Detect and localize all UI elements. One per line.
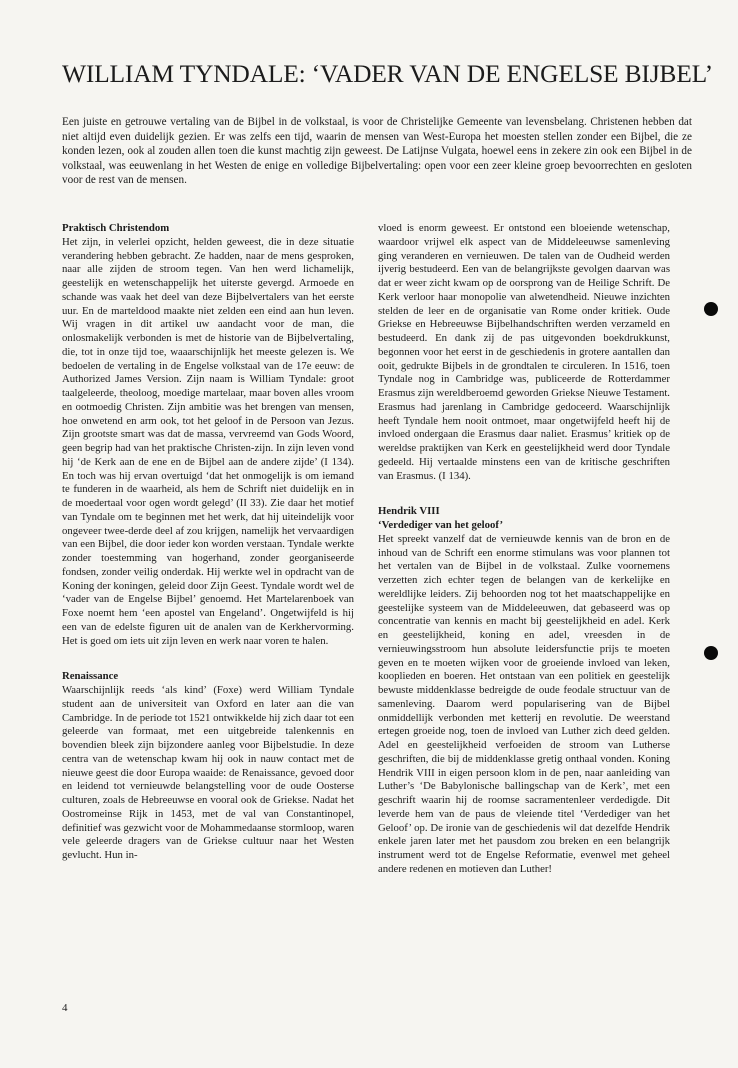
right-column bbox=[378, 222, 670, 877]
section-subheading-hendrik: ‘Verdediger van het geloof’ bbox=[378, 519, 504, 531]
section-heading-hendrik: Hendrik VIII bbox=[378, 505, 440, 518]
punch-hole-icon bbox=[704, 302, 718, 316]
section-spacer bbox=[378, 483, 670, 505]
section-heading-praktisch: Praktisch Christendom bbox=[62, 222, 170, 234]
section-body-renaissance: Waarschijnlijk reeds ‘als kind’ (Foxe) werd William Tyndale student aan de universiteit van Oxford en later aan die van Cambridge. In de periode tot 1521 ontwikkelde hij zich daar tot een geleerde van formaat, met een uitgebreide talenkennis en bovendien bleek zijn bijzondere aanleg voor Bijbelstudie. In deze centra van de wetenschap kwam hij ook in nauw contact met de nieuwe geest die door Europa waaide: de Renaissance, gevoed door en leidend tot vernieuwde belangstelling voor de oude Oosterse culturen, zoals de Hebreeuwse en vooral ook de Griekse. Nadat het Oostromeinse Rijk in 1453, met de val van Constantinopel, definitief was gezwicht voor de Mohammedaanse stormloop, waren vele geleerde dragers van de Griekse cultuur naar het Westen gevlucht. Hun in- bbox=[62, 684, 354, 861]
article-intro: Een juiste en getrouwe vertaling van de Bijbel in de volkstaal, is voor de Christelijke Gemeente van levensbelang. Christenen hebben dat niet altijd even duidelijk gezien. Er was zelfs een tijd, waarin de mensen van West-Europa het moesten stellen zonder een Bijbel, die ze konden lezen, ook al zouden allen toen die kunst machtig zijn geweest. De Latijnse Vulgata, hoewel eens in zekere zin ook een Bijbel in de volkstaal, was eeuwenlang in het Westen de enige en volledige Bijbelvertaling: open voor een zeer kleine groep bevoorrechten en gesloten voor de rest van de mensen. bbox=[62, 116, 692, 187]
left-column bbox=[62, 222, 354, 863]
section-heading-renaissance: Renaissance bbox=[62, 670, 119, 683]
section-body-hendrik: Het spreekt vanzelf dat de vernieuwde kennis van de bron en de inhoud van de Schrift een enorme stimulans was voor plannen tot het vertalen van de Bijbel in de volkstaal. Zulke voornemens verzetten zich echter tegen de belangen van de kerkelijke en wereldlijke leiders. Zij behoorden nog tot het maatschappelijke en geestelijke systeem van de Middeleeuwen, dat gebaseerd was op concentratie van kennis en macht bij geestelijkheid en adel. Kerk en geestelijkheid, koning en adel, vreesden in de vernieuwingsstroom hun absolute leidersfunctie prijs te moeten geven en te moeten wijken voor de groeiende invloed van leken, kooplieden en boeren. Het ontstaan van een politiek en geestelijk bewuste middenklasse bedreigde de oude feodale structuur van de samenleving. Daarom werd popularisering van de Bijbel onmiddellijk verbonden met ketterij en revolutie. De weerstand ertegen groeide nog, toen de invloed van Luther zich deed gelden. Adel en geestelijkheid verfoeiden de stroom van Lutherse geschriften, die bij de middenklasse gretig onthaal vonden. Koning Hendrik VIII in eigen persoon klom in de pen, naar aanleiding van Luther’s ‘De Babylonische ballingschap van de Kerk’, met een geschrift waarin hij de roomse sacramentenleer verdedigde. Dit leverde hem van de paus de vleiende titel ‘Verdediger van het Geloof’ op. De ironie van de geschiedenis wil dat dezelfde Hendrik enkele jaren later met het pausdom zou breken en een belangrijk instrument werd tot de Engelse Reformatie, evenwel met geheel andere redenen en motieven dan Luther! bbox=[378, 532, 670, 875]
section-spacer bbox=[62, 648, 354, 670]
section-body-renaissance-continued: vloed is enorm geweest. Er ontstond een bloeiende wetenschap, waardoor vrijwel elk aspect van de Middeleeuwse samenleving ging veranderen en vernieuwen. De talen van de Oudheid werden ijverig bestudeerd. Een van de belangrijkste gevolgen daarvan was dat er weer zicht kwam op de oorsprong van de Heilige Schrift. De Kerk verloor haar monopolie van alwetendheid. Nieuwe inzichten stelden de leer en de organisatie van Rome onder kritiek. Oude Griekse en Hebreeuwse Bijbelhandschriften werden verzameld en bestudeerd. En dank zij de pas uitgevonden boekdrukkunst, begonnen voor het eerst in de geschiedenis in grotere aantallen dan ooit, gedrukte Bijbels in de grondtalen te circuleren. In 1516, toen Tyndale nog in Cambridge was, publiceerde de Rotterdammer Erasmus zijn wereldberoemd geworden Griekse Nieuwe Testament. Erasmus had jarenlang in Cambridge gedoceerd. Waarschijnlijk heeft Tyndale hem nooit ontmoet, maar ongetwijfeld heeft hij de invloed ondergaan die Erasmus daar naliet. Erasmus’ kritiek op de wereldse praktijken van Kerk en geestelijkheid werd door Tyndale gedeeld. Hij vertaalde minstens een van de kritische geschriften van Erasmus. (I 134). bbox=[378, 222, 670, 482]
punch-hole-icon bbox=[704, 646, 718, 660]
section-body-praktisch: Het zijn, in velerlei opzicht, helden geweest, die in deze situatie verandering hebben gebracht. Ze hadden, naar de mens gesproken, naar alle zijden de stroom tegen. Van hen werd lichamelijk, geestelijk en wetenschappelijk het uiterste gevergd. Armoede en schande was vaak het deel van deze Bijbelvertalers van het eerste uur. En de marteldood maakte niet zelden een eind aan hun leven. Wij vragen in dit artikel uw aandacht voor de man, die onlosmakelijk verbonden is met de historie van de Bijbelvertaling, die, tot in onze tijd toe, waaarschijnlijk het meeste gelezen is. We bedoelen de vertaling in de Engelse volkstaal van de 17e eeuw: de Authorized James Version. Zijn naam is William Tyndale: groot taalgeleerde, theoloog, moedige martelaar, maar boven alles vroom en ootmoedig Christen. Zijn ambitie was het brengen van mensen, hoe onwetend en arm ook, tot het geloof in de Persoon van Jezus. Zijn grootste smart was dat de massa, vervreemd van Gods Woord, geen begrip had van het praktische Christen-zijn. In zijn leven vond hij ‘de Kerk aan de ene en de Bijbel aan de andere zijde’ (I 134). En toch was hij ervan overtuigd ‘dat het onmogelijk is om iemand te funderen in de waarheid, als hem de Schrift niet duidelijk en in de moedertaal voor ogen wordt gelegd’ (II 33). Zie daar het motief van Tyndale om te beginnen met het werk, dat hij uiteindelijk voor ongeveer twee-derde deel af zou krijgen, namelijk het vervaardigen van een Bijbel, die door ieder kon worden verstaan. Tyndale werkte zonder toestemming van hogerhand, zonder georganiseerde fondsen, zonder veilig onderdak. Hij werkte wel in opdracht van de Koning der koningen, geleid door Zijn Geest. Tyndale wordt wel de ‘vader van de Engelse Bijbel’ genoemd. Het Martelarenboek van Foxe noemt hem ‘een apostel van Engeland’. Ongetwijfeld is hij een van de edelste figuren uit de analen van de Kerkhervorming. Het is goed om iets uit zijn leven en werk naar voren te halen. bbox=[62, 235, 354, 647]
article-title: WILLIAM TYNDALE: ‘VADER VAN DE ENGELSE BIJBEL’ bbox=[62, 59, 713, 88]
page-number: 4 bbox=[62, 1002, 68, 1014]
